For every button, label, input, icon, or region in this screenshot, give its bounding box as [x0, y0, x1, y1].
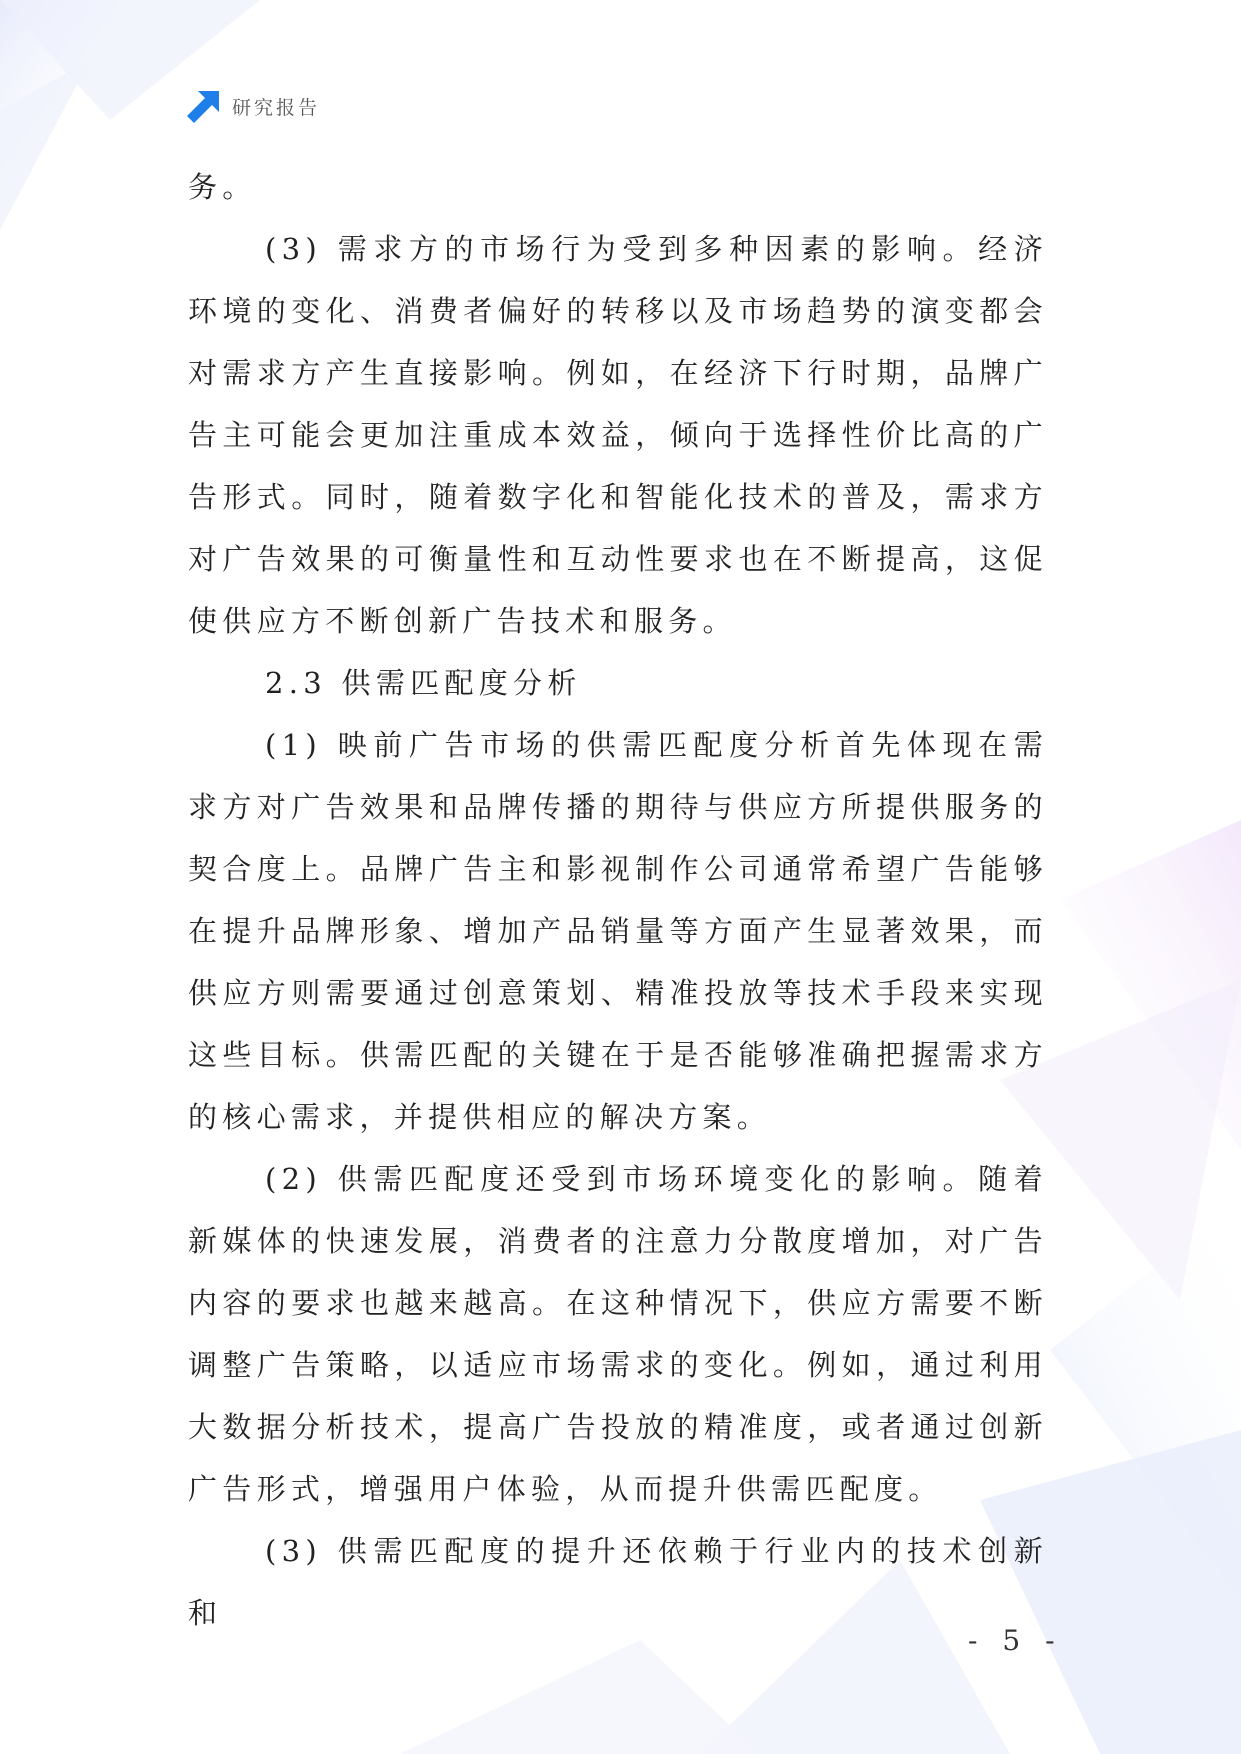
paragraph: (1) 映前广告市场的供需匹配度分析首先体现在需求方对广告效果和品牌传播的期待与供应方所提供服务的契合度上。品牌广告主和影视制作公司通常希望广告能够在提升品牌形象、增加产品销量等方面产生显著效果，而供应方则需要通过创意策划、精准投放等技术手段来实现这些目标。供需匹配的关键在于是否能够准确把握需求方的核心需求，并提供相应的解决方案。 — [188, 728, 1048, 1134]
section-heading: 2.3 供需匹配度分析 — [265, 666, 582, 700]
paragraph: (3) 需求方的市场行为受到多种因素的影响。经济环境的变化、消费者偏好的转移以及市场趋势的演变都会对需求方产生直接影响。例如，在经济下行时期，品牌广告主可能会更加注重成本效益，倾向于选择性价比高的广告形式。同时，随着数字化和智能化技术的普及，需求方对广告效果的可衡量性和互动性要求也在不断提高，这促使供应方不断创新广告技术和服务。 — [188, 232, 1048, 638]
paragraph: (2) 供需匹配度还受到市场环境变化的影响。随着新媒体的快速发展，消费者的注意力分散度增加，对广告内容的要求也越来越高。在这种情况下，供应方需要不断调整广告策略，以适应市场需求的变化。例如，通过利用大数据分析技术，提高广告投放的精准度，或者通过创新广告形式，增强用户体验，从而提升供需匹配度。 — [188, 1162, 1048, 1506]
paragraph-continuation: 务。 — [188, 170, 257, 204]
arrow-up-right-icon — [187, 89, 221, 123]
header-title: 研究报告 — [232, 96, 321, 119]
document-body — [188, 156, 1048, 1644]
page-number: - 5 - — [968, 1624, 1063, 1657]
report-header — [187, 86, 320, 126]
paragraph: (3) 供需匹配度的提升还依赖于行业内的技术创新和 — [188, 1534, 1048, 1630]
